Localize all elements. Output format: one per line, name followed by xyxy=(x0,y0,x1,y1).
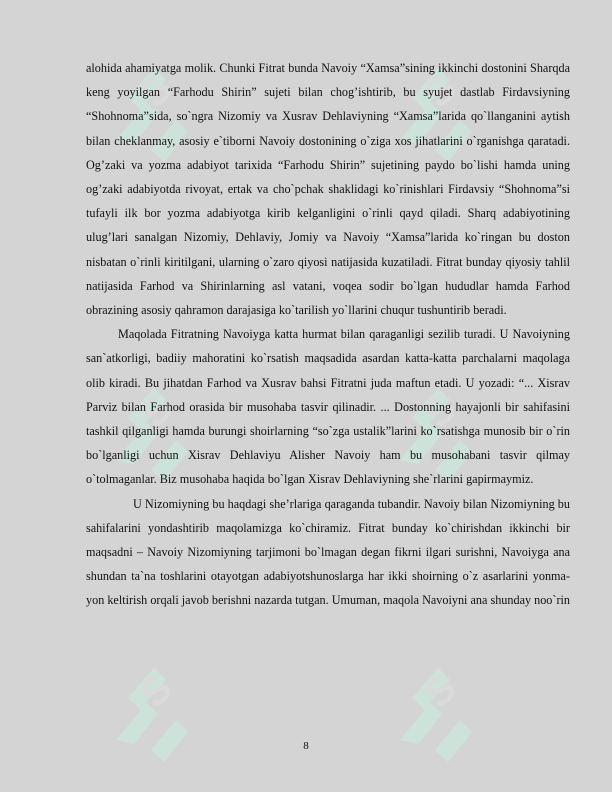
svg-text:S: S xyxy=(131,666,182,717)
paragraph-2: Maqolada Fitratning Navoiyga katta hurmat bilan qaraganligi sezilib turadi. U Navoiyning san`atkorligi, badiiy mahoratini ko`rsatish maqsadida asardan katta-katta parchalarni maqolaga olib kiradi. Bu jihatdan Farhod va Xusrav bahsi Fitratni juda maftun etadi. U yozadi: “... Xisrav Parviz bilan Farhod orasida bir musohaba tasvir qilinadir. ... Dostonning hayajonli bir sahifasini tashkil qilganligi hamda burungi shoirlarning “so`zga ustalik”larini ko`rsatishga munosib bir o`rin bo`lganligi uchun Xisrav Dehlaviyu Alisher Navoiy ham bu musohabani tasvir qilmay o`tolmaganlar. Biz musohaba haqida bo`lgan Xisrav Dehlaviyning she`rlarini gapirmaymiz. xyxy=(86,327,570,487)
paragraph-1: alohida ahamiyatga molik. Chunki Fitrat bunda Navoiy “Xamsa”sining ikkinchi dostonini Sharqda keng yoyilgan “Farhodu Shirin” sujeti bilan chog’ishtirib, bu syujet dastlab Firdavsiyning “Shohnoma”sida, so`ngra Nizomiy va Xusrav Dehlaviyning “Xamsa”larida qo`llanganini aytish bilan cheklanmay, asosiy e`tiborni Navoiy dostonining o`ziga xos jihatlarini o`rganishga qaratadi. Og’zaki va yozma adabiyot tarixida “Farhodu Shirin” sujetining paydo bo`lishi hamda uning og’zaki adabiyotda rivoyat, ertak va cho`pchak shaklidagi ko`rinishlari Firdavsiy “Shohnoma”si tufayli ilk bor yozma adabiyotga kirib kelganligini o`rinli qayd qiladi. Sharq adabiyotining ulug’lari sanalgan Nizomiy, Dehlaviy, Jomiy va Navoiy “Xamsa”larida ko`ringan bu doston nisbatan o`rinli kiritilgani, ularning o`zaro qiyosi natijasida kuzatiladi. Fitrat bunday qiyosiy tahlil natijasida Farhod va Shirinlarning asl vatani, voqea sodir bo`lgan hududlar hamda Farhod obrazining asosiy qahramon darajasiga ko`tarilish yo`llarini chuqur tushuntirib beradi. xyxy=(86,61,570,318)
watermark-logo-icon xyxy=(380,640,500,790)
svg-text:S: S xyxy=(415,386,466,437)
svg-text:S: S xyxy=(415,666,466,717)
watermark-logo-icon xyxy=(96,640,216,790)
svg-text:S: S xyxy=(131,386,182,437)
body-text xyxy=(86,56,570,613)
svg-text:S: S xyxy=(415,66,466,117)
paragraph-3: U Nizomiyning bu haqdagi she’rlariga qaraganda tubandir. Navoiy bilan Nizomiyning bu sahifalarini yondashtirib maqolamizga ko`chiramiz. Fitrat bunday ko`chirishdan ikkinchi bir maqsadni – Navoiy Nizomiyning tarjimoni bo`lmagan degan fikrni ilgari surishni, Navoiyga ana shundan ta`na toshlarini otayotgan adabiyotshunoslarga har ikki shoirning o`z asarlarini yonma-yon keltirish orqali javob berishni nazarda tutgan. Umuman, maqola Navoiyni ana shunday noo`rin xyxy=(86,496,570,608)
svg-text:S: S xyxy=(131,66,182,117)
page-number: 8 xyxy=(303,740,309,752)
